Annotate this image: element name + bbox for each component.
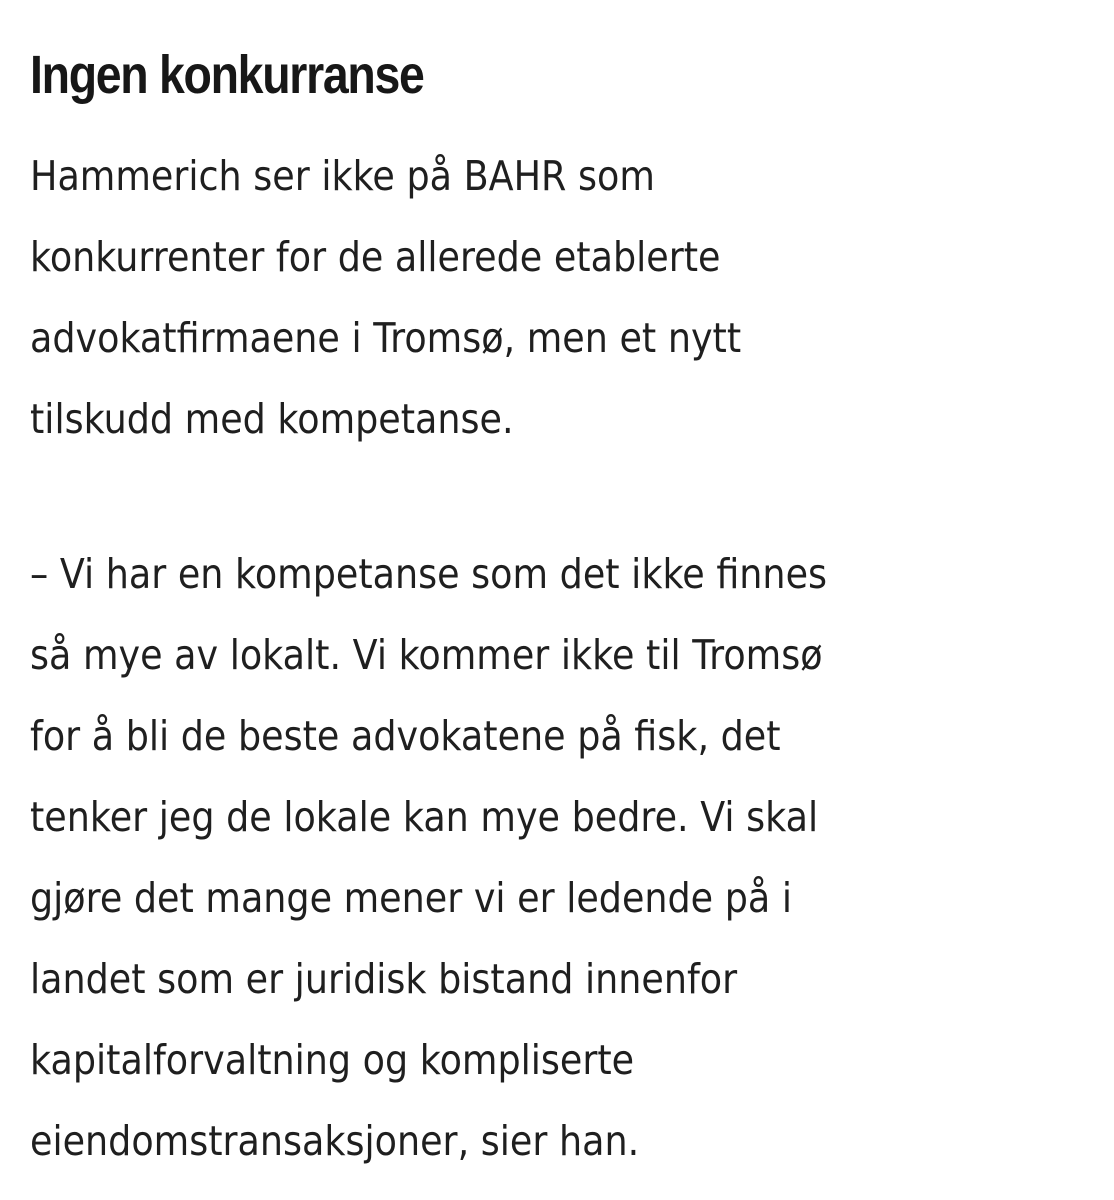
- paragraph-2-quote: [30, 534, 1090, 1182]
- paragraph-line: – Vi har en kompetanse som det ikke finnes: [30, 550, 828, 598]
- paragraph-line: for å bli de beste advokatene på fisk, det: [30, 712, 781, 760]
- article-body: [30, 38, 1090, 1182]
- paragraph-line: eiendomstransaksjoner, sier han.: [30, 1117, 640, 1165]
- paragraph-line: landet som er juridisk bistand innenfor: [30, 955, 738, 1003]
- section-heading: Ingen konkurranse: [30, 45, 424, 105]
- paragraph-line: tenker jeg de lokale kan mye bedre. Vi skal: [30, 793, 819, 841]
- paragraph-line: så mye av lokalt. Vi kommer ikke til Tromsø: [30, 631, 823, 679]
- paragraph-line: gjøre det mange mener vi er ledende på i: [30, 874, 793, 922]
- paragraph-line: advokatfirmaene i Tromsø, men et nytt: [30, 314, 742, 362]
- paragraph-line: konkurrenter for de allerede etablerte: [30, 233, 721, 281]
- paragraph-line: kapitalforvaltning og kompliserte: [30, 1036, 635, 1084]
- paragraph-line: tilskudd med kompetanse.: [30, 395, 514, 443]
- paragraph-1: [30, 136, 1090, 460]
- paragraph-line: Hammerich ser ikke på BAHR som: [30, 152, 655, 200]
